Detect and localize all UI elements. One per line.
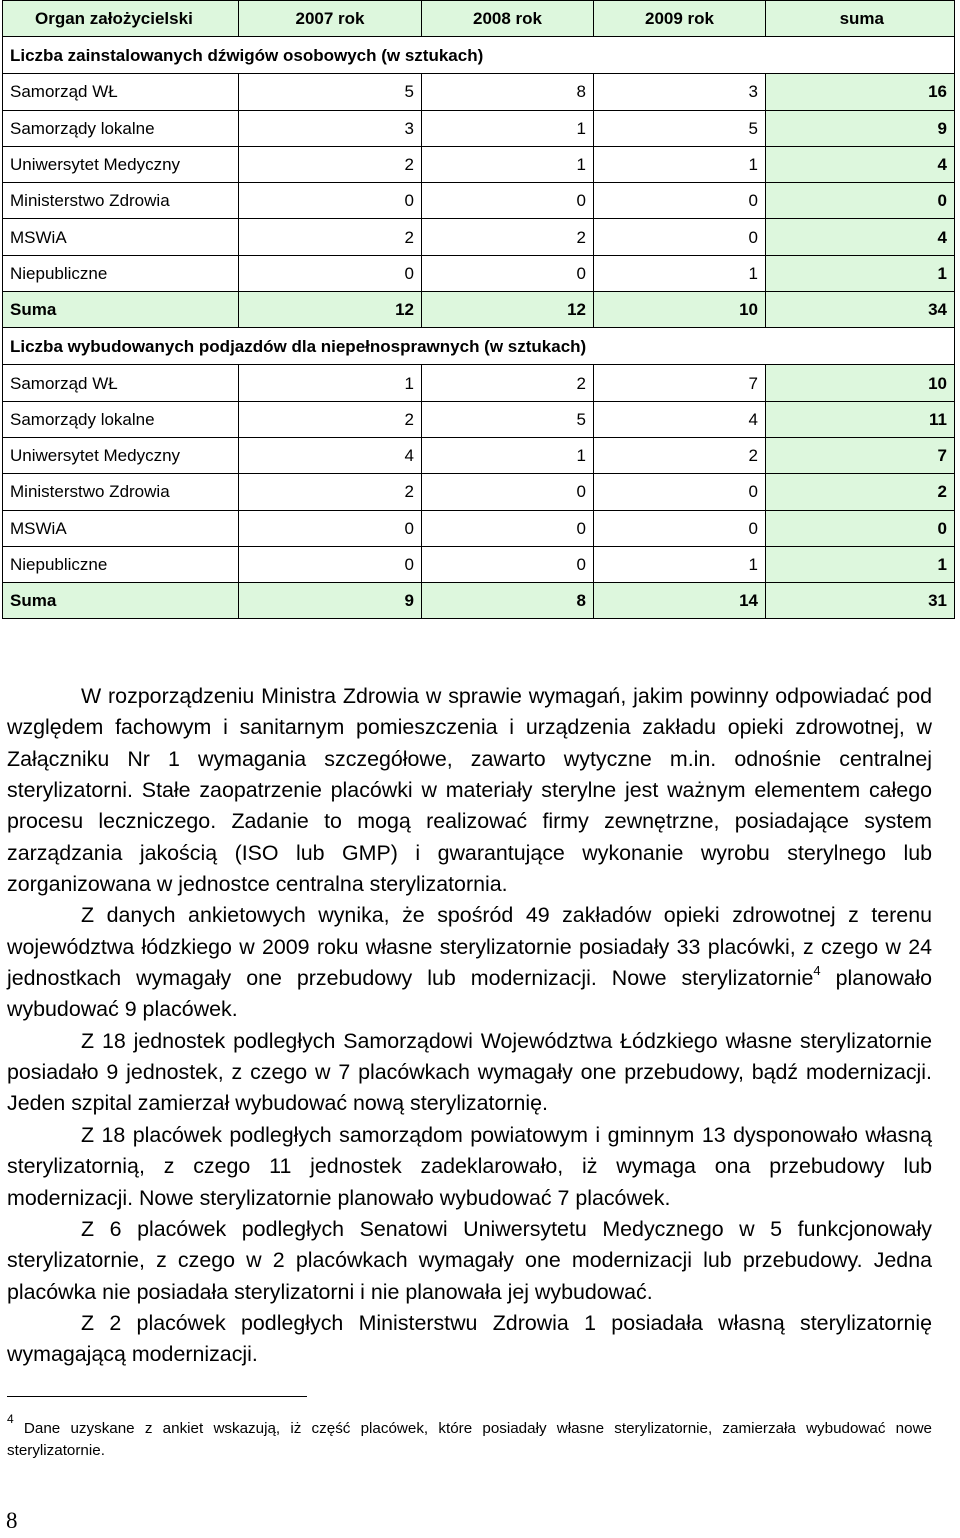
year-value-cell: 0 [239, 510, 422, 546]
footnote-reference: 4 [813, 962, 821, 978]
year-value-cell: 0 [239, 546, 422, 582]
year-value-cell: 0 [594, 510, 766, 546]
row-label: Samorząd WŁ [3, 74, 239, 110]
section-title: Liczba zainstalowanych dźwigów osobowych (w sztukach) [3, 37, 955, 74]
table-row [3, 219, 955, 255]
paragraph: W rozporządzeniu Ministra Zdrowia w sprawie wymagań, jakim powinny odpowiadać pod względem fachowym i sanitarnym pomieszczenia i urządzenia zakładu opieki zdrowotnej, w Załączniku Nr 1 wymagania szczegółowe, zawarto wytyczne m.in. odnośnie centralnej sterylizatorni. Stałe zaopatrzenie placówki w materiały sterylne jest ważnym elementem całego procesu leczniczego. Zadanie to mogą realizować firmy zewnętrzne, posiadające system zarządzania jakością (ISO lub GMP) i gwarantujące wykonanie wyrobu sterylnego lub zorganizowana w jednostce centralna sterylizatornia. [7, 684, 932, 897]
row-label: Suma [3, 292, 239, 328]
row-label: Samorządy lokalne [3, 401, 239, 437]
row-label: Ministerstwo Zdrowia [3, 183, 239, 219]
year-value-cell: 12 [422, 292, 594, 328]
row-label: Ministerstwo Zdrowia [3, 474, 239, 510]
row-label: MSWiA [3, 219, 239, 255]
page-number: 8 [6, 1508, 18, 1533]
sum-cell: 1 [766, 546, 955, 582]
footnote-separator [7, 1396, 307, 1397]
year-value-cell: 5 [239, 74, 422, 110]
table-total-row [3, 292, 955, 328]
year-value-cell: 2 [422, 219, 594, 255]
year-value-cell: 2 [239, 401, 422, 437]
table-row [3, 474, 955, 510]
footnote-text: Dane uzyskane z ankiet wskazują, iż część placówek, które posiadały własne sterylizatornie, zamierzała wybudować nowe sterylizatornie. [7, 1420, 932, 1459]
table-row [3, 437, 955, 473]
row-label: Suma [3, 583, 239, 619]
year-value-cell: 0 [594, 183, 766, 219]
sum-cell: 7 [766, 437, 955, 473]
section-title: Liczba wybudowanych podjazdów dla niepełnosprawnych (w sztukach) [3, 328, 955, 365]
sum-cell: 16 [766, 74, 955, 110]
paragraph-text: planowało wybudować 9 placówek. [7, 966, 932, 1022]
year-value-cell: 3 [239, 110, 422, 146]
year-value-cell: 5 [422, 401, 594, 437]
year-value-cell: 1 [594, 255, 766, 291]
paragraph: Z 18 jednostek podległych Samorządowi Województwa Łódzkiego własne sterylizatornie posiadało 9 jednostek, z czego w 7 placówkach wymagały one przebudowy, bądź modernizacji. Jeden szpital zamierzał wybudować nową sterylizatornię. [7, 1028, 932, 1116]
paragraph [7, 900, 932, 1025]
year-value-cell: 0 [239, 255, 422, 291]
row-label: Niepubliczne [3, 546, 239, 582]
paragraph-text: Z danych ankietowych wynika, że spośród 49 zakładów opieki zdrowotnej z terenu województwa łódzkiego w 2009 roku własne sterylizatornie posiadały 33 placówki, z czego w 24 jednostkach wymagały one przebudowy lub modernizacji. Nowe sterylizatornie [7, 903, 932, 991]
year-value-cell: 10 [594, 292, 766, 328]
year-value-cell: 0 [422, 546, 594, 582]
row-label: Uniwersytet Medyczny [3, 437, 239, 473]
table-row [3, 365, 955, 401]
sum-cell: 0 [766, 183, 955, 219]
year-value-cell: 1 [422, 437, 594, 473]
year-value-cell: 0 [594, 219, 766, 255]
year-value-cell: 14 [594, 583, 766, 619]
section-title-row [3, 328, 955, 365]
header-organ: Organ założycielski [3, 1, 239, 37]
sum-cell: 4 [766, 146, 955, 182]
header-sum: suma [766, 1, 955, 37]
year-value-cell: 0 [594, 474, 766, 510]
header-2008: 2008 rok [422, 1, 594, 37]
year-value-cell: 3 [594, 74, 766, 110]
year-value-cell: 8 [422, 74, 594, 110]
header-2007: 2007 rok [239, 1, 422, 37]
year-value-cell: 9 [239, 583, 422, 619]
table-total-row [3, 583, 955, 619]
year-value-cell: 1 [239, 365, 422, 401]
table-row [3, 510, 955, 546]
sum-cell: 0 [766, 510, 955, 546]
paragraph: Z 6 placówek podległych Senatowi Uniwersytetu Medycznego w 5 funkcjonowały sterylizatornie, z czego w 2 placówkach wymagały one modernizacji lub przebudowy. Jedna placówka nie posiadała sterylizatorni i nie planowała jej wybudować. [7, 1216, 932, 1304]
sum-cell: 4 [766, 219, 955, 255]
table-row [3, 546, 955, 582]
year-value-cell: 0 [239, 183, 422, 219]
paragraph: Z 2 placówek podległych Ministerstwu Zdrowia 1 posiadała własną sterylizatornię wymagającą modernizacji. [7, 1310, 932, 1367]
footnote [7, 1411, 932, 1462]
year-value-cell: 0 [422, 510, 594, 546]
sum-cell: 31 [766, 583, 955, 619]
year-value-cell: 4 [594, 401, 766, 437]
year-value-cell: 1 [422, 146, 594, 182]
row-label: MSWiA [3, 510, 239, 546]
table-row [3, 146, 955, 182]
year-value-cell: 0 [422, 474, 594, 510]
year-value-cell: 1 [594, 146, 766, 182]
sum-cell: 34 [766, 292, 955, 328]
year-value-cell: 2 [594, 437, 766, 473]
footnote-marker: 4 [7, 1411, 14, 1426]
table-row [3, 401, 955, 437]
year-value-cell: 7 [594, 365, 766, 401]
sum-cell: 9 [766, 110, 955, 146]
year-value-cell: 0 [422, 183, 594, 219]
sum-cell: 1 [766, 255, 955, 291]
table-row [3, 110, 955, 146]
table-header-row [3, 1, 955, 37]
year-value-cell: 2 [239, 219, 422, 255]
year-value-cell: 2 [422, 365, 594, 401]
sum-cell: 10 [766, 365, 955, 401]
year-value-cell: 5 [594, 110, 766, 146]
body-text [7, 681, 932, 1371]
year-value-cell: 1 [422, 110, 594, 146]
statistics-table [2, 0, 955, 619]
year-value-cell: 0 [422, 255, 594, 291]
row-label: Niepubliczne [3, 255, 239, 291]
row-label: Uniwersytet Medyczny [3, 146, 239, 182]
section-title-row [3, 37, 955, 74]
year-value-cell: 8 [422, 583, 594, 619]
year-value-cell: 12 [239, 292, 422, 328]
table-row [3, 74, 955, 110]
year-value-cell: 2 [239, 474, 422, 510]
sum-cell: 11 [766, 401, 955, 437]
table-row [3, 255, 955, 291]
sum-cell: 2 [766, 474, 955, 510]
header-2009: 2009 rok [594, 1, 766, 37]
paragraph: Z 18 placówek podległych samorządom powiatowym i gminnym 13 dysponowało własną sterylizatornią, z czego 11 jednostek zadeklarowało, iż wymaga ona przebudowy lub modernizacji. Nowe sterylizatornie planowało wybudować 7 placówek. [7, 1122, 932, 1210]
year-value-cell: 2 [239, 146, 422, 182]
year-value-cell: 4 [239, 437, 422, 473]
row-label: Samorząd WŁ [3, 365, 239, 401]
table-row [3, 183, 955, 219]
row-label: Samorządy lokalne [3, 110, 239, 146]
year-value-cell: 1 [594, 546, 766, 582]
